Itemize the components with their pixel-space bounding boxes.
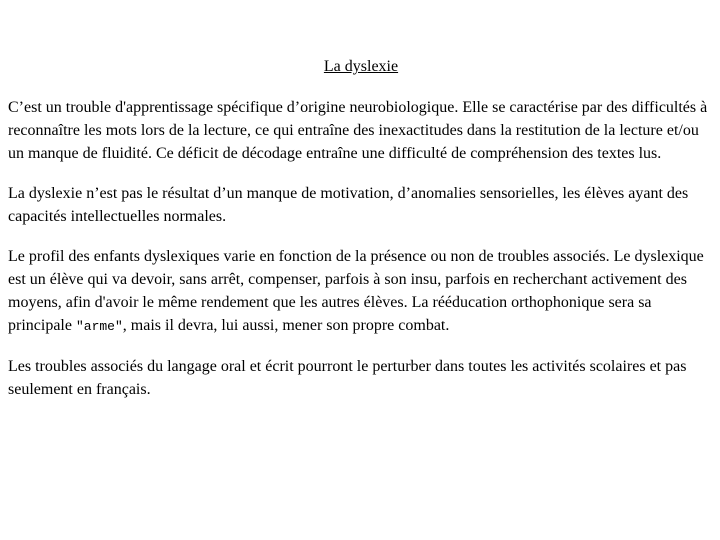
paragraph-definition: C’est un trouble d'apprentissage spécifique d’origine neurobiologique. Elle se caractérise par des difficultés à reconnaître les mots lors de la lecture, ce qui entraîne des inexactitudes dans la restitution de la lecture et/ou un manque de fluidité. Ce déficit de décodage entraîne une difficulté de compréhension des textes lus.	[8, 99, 708, 162]
body-text	[8, 96, 714, 418]
paragraph-profile	[8, 245, 714, 338]
paragraph-associated-disorders: Les troubles associés du langage oral et écrit pourront le perturber dans toutes les activités scolaires et pas seulement en français.	[8, 358, 687, 398]
paragraph-profile-text-after: , mais il devra, lui aussi, mener son propre combat.	[122, 317, 450, 334]
paragraph-not-motivation: La dyslexie n’est pas le résultat d’un manque de motivation, d’anomalies sensorielles, les élèves ayant des capacités intellectuelles normales.	[8, 185, 689, 225]
quoted-word-arme: "arme"	[75, 319, 123, 334]
page-title: La dyslexie	[323, 58, 399, 75]
paragraph-profile-text-before: Le profil des enfants dyslexiques varie en fonction de la présence ou non de troubles associés. Le dyslexique est un élève qui va devoir, sans arrêt, compenser, parfois à son insu, parfois en recherchant activement des moyens, afin d'avoir le même rendement que les autres élèves. La rééducation orthophonique sera sa principale	[8, 248, 704, 334]
